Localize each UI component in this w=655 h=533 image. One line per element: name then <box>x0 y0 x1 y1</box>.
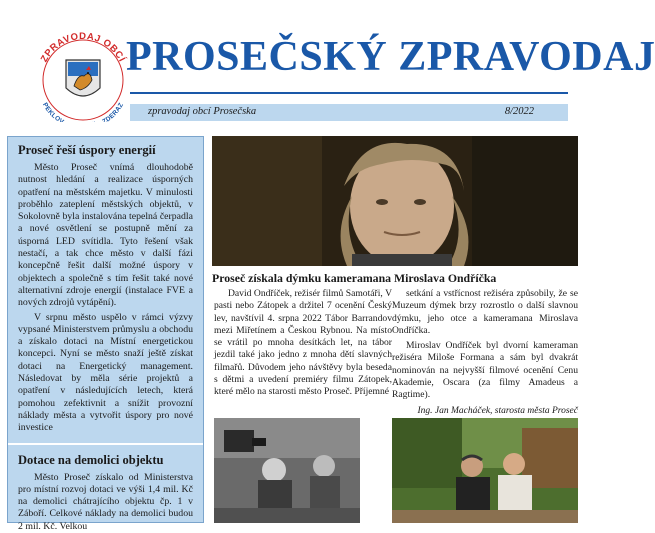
sidebar-divider <box>8 443 203 445</box>
town-crest-logo <box>28 30 138 122</box>
logo-ring-bottom-text: PEKLOV ZDERAZ <box>40 101 126 122</box>
film-set-photo <box>214 418 360 523</box>
article-paragraph: Miroslav Ondříček byl dvorní kameraman režiséra Miloše Formana a sám byl dvakrát nominován na nejvyšší filmové ocenění Cenu Akademie, Oscara (za filmy Amadeus a Ragtime). <box>392 340 578 401</box>
article-signature: Ing. Jan Macháček, starosta města Proseč <box>417 405 578 416</box>
page-title: PROSEČSKÝ ZPRAVODAJ <box>126 34 655 80</box>
article-paragraph: setkání a vstřícnost režiséra způsobily, že se Muzeum dýmek brzy rozrostlo o další slavnou dýmku, jeho otce a kameramana Miroslava Ondříčka. <box>392 288 578 336</box>
subtitle-bar <box>130 104 568 121</box>
article-heading-demolition: Dotace na demolici objektu <box>18 452 164 467</box>
issue-number: 8/2022 <box>504 106 534 117</box>
outdoor-group-photo <box>392 418 578 523</box>
subtitle: zpravodaj obcí Prosečska <box>148 106 257 117</box>
crest-icon <box>28 30 138 122</box>
article-paragraph: V srpnu město uspělo v rámci výzvy vypsané Ministerstvem průmyslu a obchodu a získalo dotaci na Místní energetickou koncepci. Nyní se město snaží ještě získat dotaci na Energetický management. Následovat by měla série projektů a opatření v následujících letech, která pomohou zefektivnit a snížit provozní náklady města a vytvořit úspory pro nové investice <box>18 311 193 434</box>
article-column-left <box>214 288 392 402</box>
logo-ring-top-text: ZPRAVODAJ OBCÍ <box>38 30 128 65</box>
masthead <box>0 0 655 122</box>
article-paragraph: Město Proseč získalo od Ministerstva pro místní rozvoj dotaci ve výši 1,4 mil. Kč na demolici chátrajícího objektu čp. 1 v Záboří. Celkové náklady na demolici budou 2 mil. Kč. Velkou <box>18 471 193 532</box>
article-column-right <box>392 288 578 420</box>
article-paragraph: Město Proseč vnímá dlouhodobě nutnost hledání a realizace úsporných opatření na městském majetku. V minulosti proběhlo zateplení městských objektů, v Sokolovně byla instalována tepelná čerpadla a nové osvětlení se postupně mění za úsporná LED svítidla. Tyto řešení však nestačí, a tak chce město v další fázi koncepčně řešit další možné úspory v objektech a společně s tím řešit také nové alternativní zdroje energií (instalace FVE a nových zdrojů vytápění). <box>18 162 193 309</box>
article-headline: Proseč získala dýmku kameramana Miroslava Ondříčka <box>212 271 497 285</box>
article-heading-energy: Proseč řeší úspory energií <box>18 143 156 157</box>
portrait-photo <box>212 136 578 266</box>
sidebar <box>7 136 204 532</box>
article-paragraph: David Ondříček, režisér filmů Samotáři, V pasti nebo Zátopek a držitel 7 ocenění Český lev, navštívil 4. srpna 2022 Tábor Barrandov mezi Miřetínem a Českou Rybnou. Na místo se vrátil po mnoha desítkách let, na tábor jezdil také jako jedno z mnoha dětí slavných filmařů. Důvodem jeho návštěvy byla beseda s dětmi a uvedení premiéry filmu Zátopek, které mělo na starosti město Proseč. Příjemné <box>214 288 392 398</box>
title-divider <box>130 92 568 94</box>
